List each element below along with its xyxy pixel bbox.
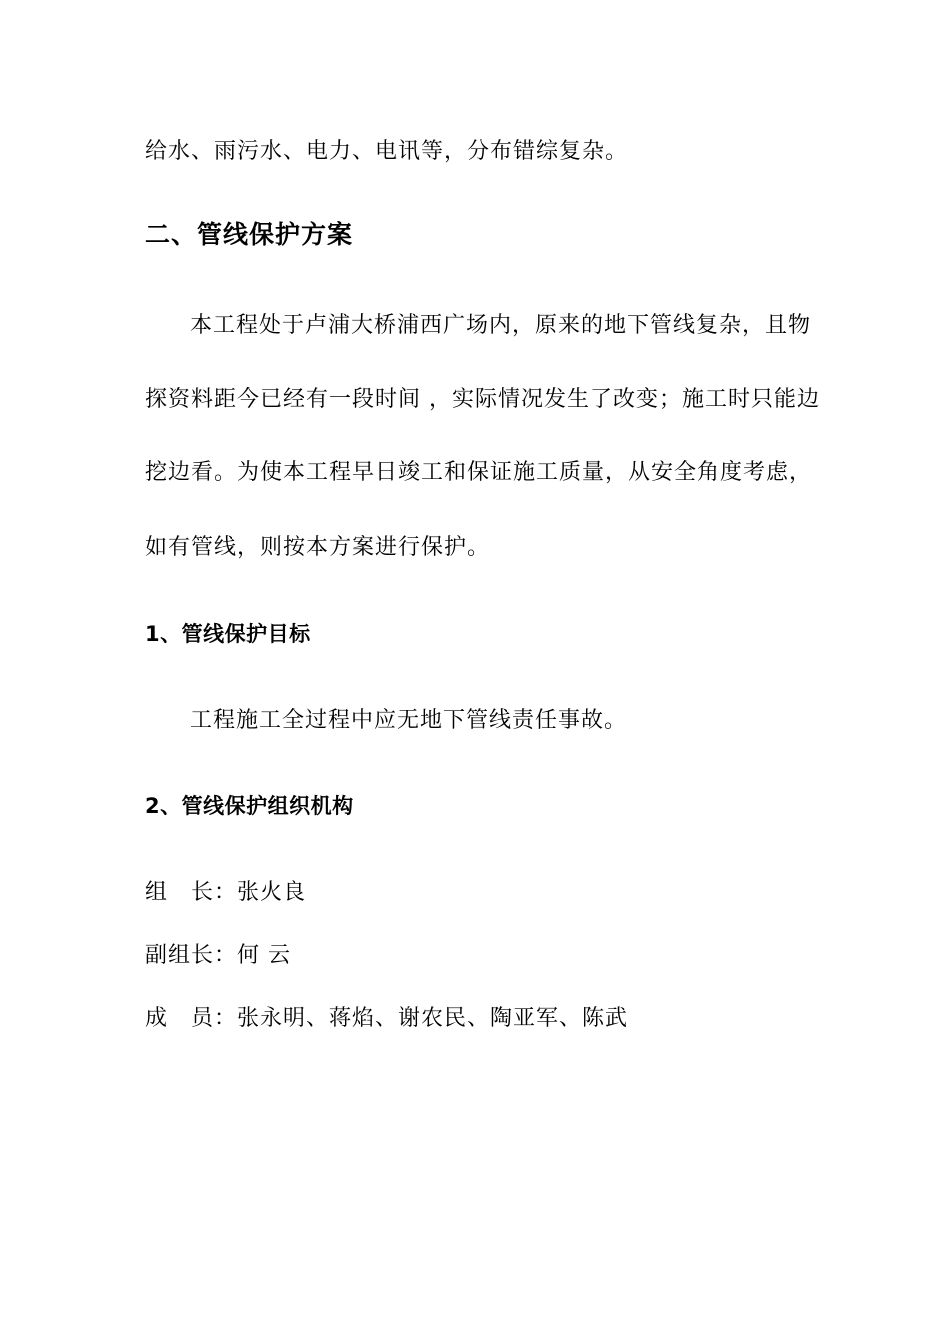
paragraph-line: 如有管线，则按本方案进行保护。 — [145, 535, 491, 560]
paragraph-line: 探资料距今已经有一段时间 ，实际情况发生了改变；施工时只能边 — [145, 387, 820, 412]
member-label: 成 员： — [145, 1006, 238, 1031]
paragraph-line: 本工程处于卢浦大桥浦西广场内，原来的地下管线复杂，且物 — [190, 313, 812, 338]
member-value: 何 云 — [237, 943, 292, 968]
paragraph-line: 挖边看。为使本工程早日竣工和保证施工质量，从安全角度考虑， — [145, 460, 813, 485]
section-heading: 二、管线保护方案 — [145, 220, 354, 249]
member-label: 组 长： — [145, 880, 238, 905]
subsection-heading: 2、管线保护组织机构 — [145, 794, 354, 818]
intro-line: 给水、雨污水、电力、电讯等，分布错综复杂。 — [145, 139, 629, 164]
member-row — [145, 878, 306, 908]
member-label: 副组长： — [145, 943, 238, 968]
subsection-text: 工程施工全过程中应无地下管线责任事故。 — [190, 708, 628, 733]
member-value: 张火良 — [237, 880, 307, 905]
member-row — [145, 1004, 628, 1034]
subsection-heading: 1、管线保护目标 — [145, 622, 311, 646]
member-row — [145, 941, 291, 971]
member-value: 张永明、蒋焰、谢农民、陶亚军、陈武 — [237, 1006, 629, 1031]
